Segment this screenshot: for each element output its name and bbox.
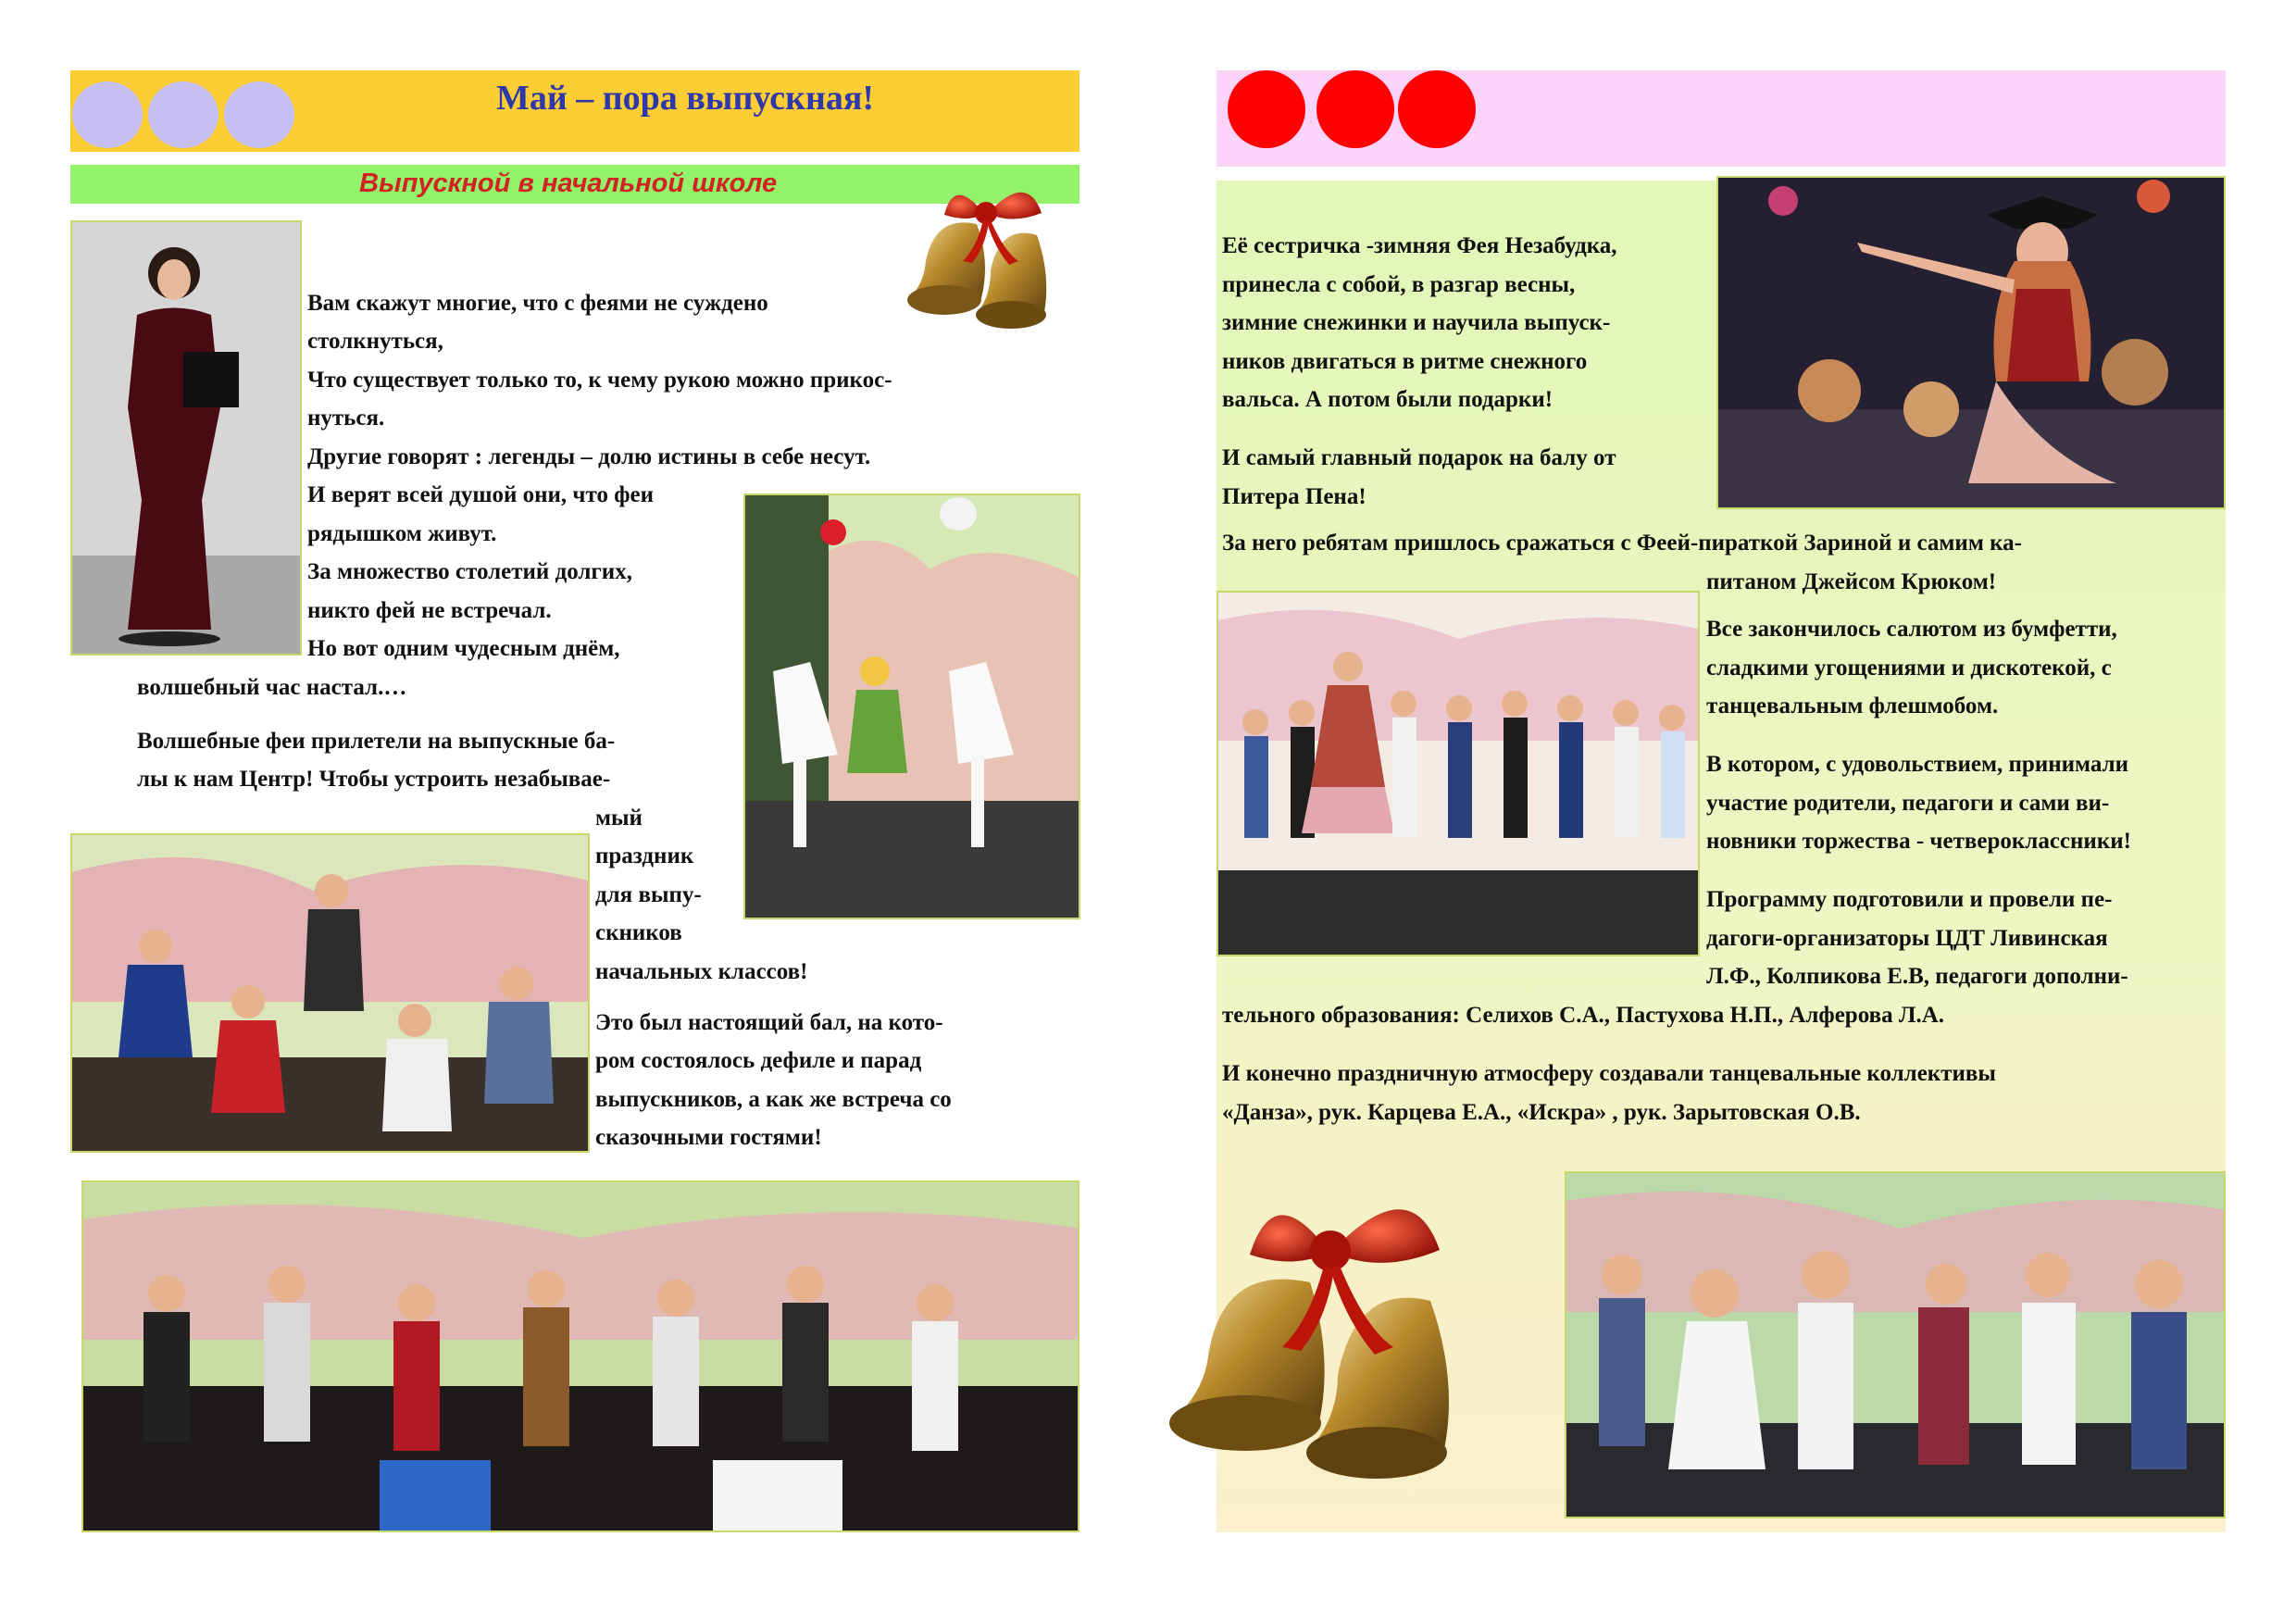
r-para5-line-3: новники торжества - четвероклассники! xyxy=(1706,829,2131,854)
r-para7-line-2: «Данза», рук. Карцева Е.А., «Искра» , рук. Зарытовская О.В. xyxy=(1222,1100,1861,1125)
r-para2-line-1: И самый главный подарок на балу от xyxy=(1222,445,1616,470)
r-para4-line-3: танцевальным флешмобом. xyxy=(1706,693,1999,718)
r-para4-line-1: Все закончилось салютом из бумфетти, xyxy=(1706,617,2117,642)
r-para6-line-1: Программу подготовили и провели пе- xyxy=(1706,887,2113,912)
r-para2-line-2: Питера Пена! xyxy=(1222,484,1366,509)
photo-stage-drawing xyxy=(1218,593,1700,956)
photo-disco-drawing xyxy=(1566,1173,2226,1518)
photo-stage-group xyxy=(1217,591,1700,956)
photo-pirates-drawing xyxy=(83,1182,1079,1532)
para1-col-line-3: для выпу- xyxy=(595,882,702,907)
r-para1-line-1: Её сестричка -зимняя Фея Незабудка, xyxy=(1222,233,1617,258)
poem-line-1: Вам скажут многие, что с феями не суждено xyxy=(307,291,768,316)
photo-ballet-dancers xyxy=(743,493,1080,919)
r-para5-line-1: В котором, с удовольствием, принимали xyxy=(1706,752,2129,777)
decor-dot-1 xyxy=(72,81,143,148)
r-para3-line-1: За него ребятам пришлось сражаться с Феей-пираткой Зариной и самим ка- xyxy=(1222,531,2022,556)
poem-line-5: Другие говорят : легенды – долю истины в себе несут. xyxy=(307,444,871,469)
r-para1-line-2: принесла с собой, в разгар весны, xyxy=(1222,272,1576,297)
r-para6-line-3: Л.Ф., Колпикова Е.В, педагоги дополни- xyxy=(1706,964,2128,989)
poem-line-4: нуться. xyxy=(307,406,385,431)
r-para3-line-2: питаном Джейсом Крюком! xyxy=(1706,569,1997,594)
para2-line-1: Это был настоящий бал, на кото- xyxy=(595,1010,943,1035)
r-para1-line-5: вальса. А потом были подарки! xyxy=(1222,387,1554,412)
para1-line-1: Волшебные феи прилетели на выпускные ба- xyxy=(137,729,616,754)
poem-line-7: рядышком живут. xyxy=(307,521,497,546)
left-header-banner xyxy=(70,70,1079,152)
photo-disco-dance xyxy=(1565,1171,2226,1518)
bells-ribbon-icon-large xyxy=(1134,1143,1523,1532)
decor-red-dot-2 xyxy=(1316,70,1394,148)
page-title: Май – пора выпускная! xyxy=(496,79,875,118)
poem-line-9: никто фей не встречал. xyxy=(307,598,552,623)
para2-line-4: сказочными гостями! xyxy=(595,1125,822,1150)
para1-col-line-4: скников xyxy=(595,920,682,945)
decor-dot-3 xyxy=(224,81,294,148)
poem-last-line: волшебный час настал.… xyxy=(137,675,407,700)
r-para5-line-2: участие родители, педагоги и сами ви- xyxy=(1706,791,2110,816)
r-para1-line-4: ников двигаться в ритме снежного xyxy=(1222,349,1588,374)
poem-line-3: Что существует только то, к чему рукою можно прикос- xyxy=(307,368,892,393)
photo-kids-game xyxy=(70,833,590,1153)
right-header-banner xyxy=(1217,70,2226,167)
para1-col-line-2: праздник xyxy=(595,843,694,868)
poem-line-10: Но вот одним чудесным днём, xyxy=(307,636,620,661)
para2-line-2: ром состоялось дефиле и парад xyxy=(595,1048,922,1073)
r-para1-line-3: зимние снежинки и научила выпуск- xyxy=(1222,310,1611,335)
r-para4-line-2: сладкими угощениями и дискотекой, с xyxy=(1706,656,2112,681)
poem-line-6: И верят всей душой они, что феи xyxy=(307,482,655,507)
decor-red-dot-3 xyxy=(1398,70,1476,148)
decor-dot-2 xyxy=(148,81,218,148)
para2-line-3: выпускников, а как же встреча со xyxy=(595,1087,952,1112)
r-para6-line-2: дагоги-организаторы ЦДТ Ливинская xyxy=(1706,926,2108,951)
poem-line-8: За множество столетий долгих, xyxy=(307,559,632,584)
bells-ribbon-icon xyxy=(889,159,1083,354)
photo-teacher-drawing xyxy=(72,222,302,656)
photo-dancers-drawing xyxy=(745,495,1080,919)
r-para6-last-line: тельного образования: Селихов С.А., Пастухова Н.П., Алферова Л.А. xyxy=(1222,1003,1945,1028)
photo-pirate-girl-drawing xyxy=(1718,178,2226,509)
para1-line-2: лы к нам Центр! Чтобы устроить незабывае- xyxy=(137,767,611,792)
poem-line-2: столкнуться, xyxy=(307,329,443,354)
para1-col-line-1: мый xyxy=(595,806,643,831)
r-para7-line-1: И конечно праздничную атмосферу создавали танцевальные коллективы xyxy=(1222,1061,1996,1086)
photo-fairy-pirate xyxy=(1716,176,2226,509)
photo-kids-drawing xyxy=(72,835,590,1153)
photo-pirate-dance xyxy=(81,1181,1079,1532)
photo-teacher-speaking xyxy=(70,220,302,656)
para1-col-line-5: начальных классов! xyxy=(595,959,808,984)
section-title: Выпускной в начальной школе xyxy=(359,169,778,198)
decor-red-dot-1 xyxy=(1228,70,1305,148)
